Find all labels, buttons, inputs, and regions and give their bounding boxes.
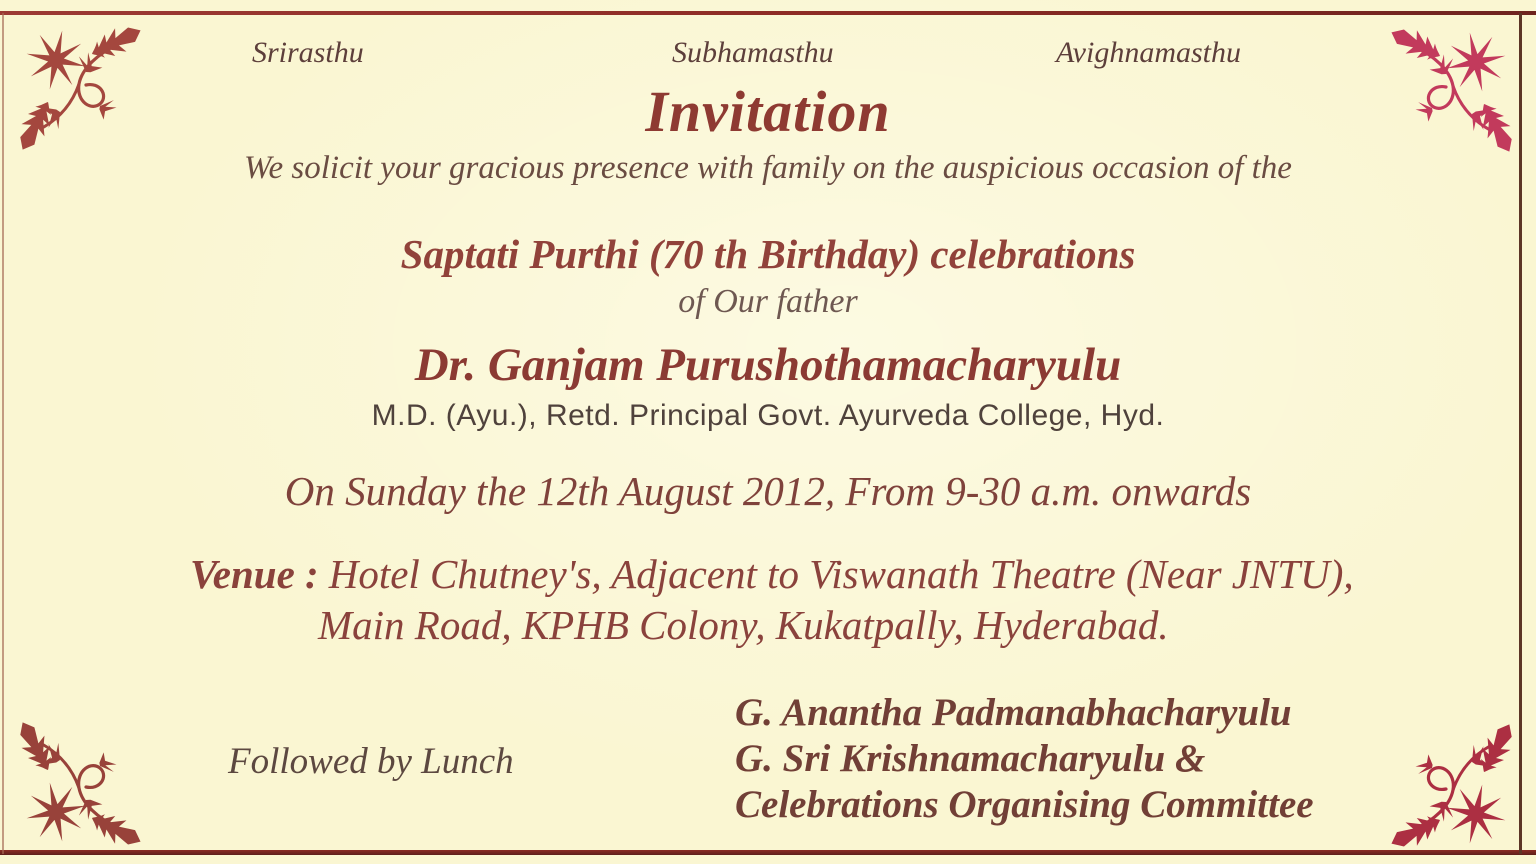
bottom-border-rule (0, 850, 1536, 855)
event-datetime: On Sunday the 12th August 2012, From 9-30 a.m. onwards (284, 468, 1252, 514)
blessing-srirasthu: Srirasthu (252, 36, 364, 69)
venue-label: Venue : (190, 551, 319, 597)
host-name-2: G. Sri Krishnamacharyulu & (735, 737, 1206, 781)
top-border-rule (0, 11, 1536, 15)
blessing-avighnamasthu: Avighnamasthu (1056, 36, 1241, 69)
host-name-1: G. Anantha Padmanabhacharyulu (735, 691, 1292, 734)
intro-text: We solicit your gracious presence with family on the auspicious occasion of the (244, 150, 1292, 186)
footer-note: Followed by Lunch (228, 741, 514, 782)
floral-corner-icon (14, 702, 164, 852)
occasion-subtext: of Our father (678, 283, 858, 320)
invitation-title: Invitation (645, 79, 891, 144)
host-name-3: Celebrations Organising Committee (735, 783, 1314, 827)
occasion-text: Saptati Purthi (70 th Birthday) celebrations (400, 231, 1136, 277)
honoree-name: Dr. Ganjam Purushothamacharyulu (414, 339, 1122, 391)
venue-line-2: Main Road, KPHB Colony, Kukatpally, Hyderabad. (318, 602, 1169, 648)
venue-line-1 (190, 550, 1354, 598)
blessing-subhamasthu: Subhamasthu (672, 36, 834, 69)
honoree-credentials: M.D. (Ayu.), Retd. Principal Govt. Ayurveda College, Hyd. (371, 399, 1165, 432)
hosts-signature-block (735, 690, 1314, 828)
floral-corner-icon (1368, 704, 1518, 854)
venue-address-1: Hotel Chutney's, Adjacent to Viswanath Theatre (Near JNTU), (328, 551, 1354, 597)
